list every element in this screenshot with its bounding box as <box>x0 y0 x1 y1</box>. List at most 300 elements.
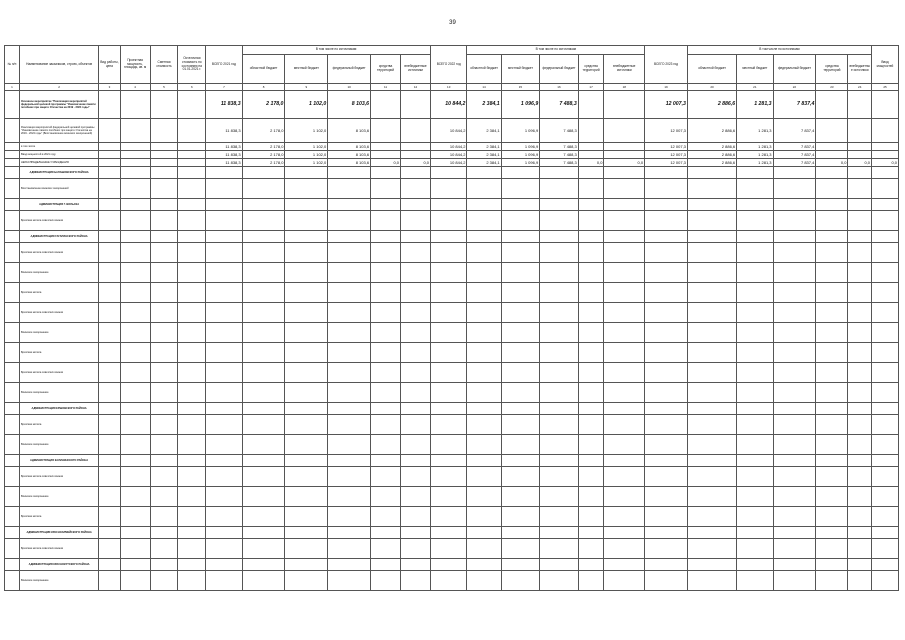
table-cell <box>5 435 20 455</box>
table-cell <box>578 435 604 455</box>
table-cell <box>99 559 120 571</box>
table-cell <box>501 323 540 343</box>
table-cell <box>285 571 328 591</box>
table-cell <box>328 167 371 179</box>
table-cell <box>872 143 899 151</box>
table-cell <box>285 559 328 571</box>
table-cell <box>872 263 899 283</box>
table-cell <box>371 383 401 403</box>
table-cell: 12 007,3 <box>645 143 688 151</box>
table-cell: 12 007,3 <box>645 91 688 119</box>
table-cell <box>328 383 371 403</box>
table-cell <box>328 571 371 591</box>
table-cell <box>501 303 540 323</box>
row-name-cell: Братская могила советских воинов <box>19 539 98 559</box>
table-cell <box>604 91 645 119</box>
table-cell <box>431 167 467 179</box>
header-row-top <box>5 46 899 55</box>
table-cell <box>242 403 285 415</box>
header-remain: Остаточная стоимость по состоянию на 01.01.2021 г. <box>178 46 206 84</box>
table-cell <box>467 383 501 403</box>
table-cell <box>501 283 540 303</box>
table-cell <box>540 303 579 323</box>
table-cell <box>371 91 401 119</box>
table-cell <box>645 539 688 559</box>
table-row <box>5 363 899 383</box>
table-cell <box>431 199 467 211</box>
table-cell <box>578 119 604 143</box>
table-cell <box>178 435 206 455</box>
table-cell <box>604 571 645 591</box>
table-cell <box>206 539 242 559</box>
table-cell: 1 281,3 <box>737 119 773 143</box>
table-cell <box>206 263 242 283</box>
table-cell <box>816 467 848 487</box>
table-cell <box>604 263 645 283</box>
table-cell <box>773 527 816 539</box>
table-cell <box>848 243 872 263</box>
table-row <box>5 303 899 323</box>
table-cell <box>687 539 736 559</box>
table-cell <box>604 323 645 343</box>
table-cell <box>120 383 150 403</box>
table-cell <box>150 343 178 363</box>
table-cell <box>371 487 401 507</box>
table-cell <box>5 179 20 199</box>
table-cell <box>285 435 328 455</box>
table-cell <box>120 363 150 383</box>
table-cell <box>604 231 645 243</box>
table-cell <box>501 455 540 467</box>
table-cell <box>150 363 178 383</box>
table-cell <box>242 243 285 263</box>
row-name-cell: Воинское захоронение <box>19 571 98 591</box>
column-number: 25 <box>872 84 899 91</box>
table-cell <box>178 243 206 263</box>
table-cell <box>401 435 431 455</box>
table-cell <box>604 507 645 527</box>
table-cell <box>578 527 604 539</box>
table-cell <box>816 559 848 571</box>
row-name-cell: АДМИНИСТРАЦИЯ ЕРШОВСКОГО РАЙОНА <box>19 403 98 415</box>
table-cell <box>206 167 242 179</box>
table-cell <box>328 559 371 571</box>
table-cell <box>773 539 816 559</box>
row-name-cell: Воинское захоронение <box>19 487 98 507</box>
table-cell <box>5 199 20 211</box>
table-cell <box>178 179 206 199</box>
table-body <box>5 84 899 591</box>
table-cell: 7 488,3 <box>540 143 579 151</box>
table-cell <box>5 343 20 363</box>
column-number: 18 <box>604 84 645 91</box>
table-cell <box>401 527 431 539</box>
table-cell <box>604 143 645 151</box>
table-cell <box>150 159 178 167</box>
column-number: 20 <box>687 84 736 91</box>
table-cell <box>501 243 540 263</box>
table-cell <box>848 435 872 455</box>
table-cell <box>371 179 401 199</box>
table-cell <box>178 151 206 159</box>
table-cell <box>872 571 899 591</box>
table-cell <box>816 527 848 539</box>
table-cell <box>540 571 579 591</box>
table-cell <box>401 143 431 151</box>
table-cell <box>178 487 206 507</box>
table-cell <box>848 403 872 415</box>
table-cell <box>206 303 242 323</box>
table-cell <box>99 211 120 231</box>
table-cell <box>501 507 540 527</box>
table-cell <box>872 199 899 211</box>
table-cell <box>120 167 150 179</box>
column-number: 7 <box>206 84 242 91</box>
table-cell <box>645 383 688 403</box>
table-cell <box>848 487 872 507</box>
table-cell <box>872 119 899 143</box>
table-cell <box>150 507 178 527</box>
row-name-cell: Братская могила <box>19 283 98 303</box>
table-cell <box>242 283 285 303</box>
row-name-cell: АДМИНИСТРАЦИЯ КРАСНОАРМЕЙСКОГО РАЙОНА <box>19 527 98 539</box>
table-cell <box>540 323 579 343</box>
table-cell <box>773 435 816 455</box>
table-cell <box>242 323 285 343</box>
table-cell <box>872 211 899 231</box>
table-cell <box>773 243 816 263</box>
table-cell <box>242 167 285 179</box>
table-cell: 8 103,6 <box>328 151 371 159</box>
row-name-cell: АДМИНИСТРАЦИЯ КРАСНОКУТСКОГО РАЙОНА <box>19 559 98 571</box>
table-cell <box>285 343 328 363</box>
row-name-cell: Братская могила <box>19 415 98 435</box>
table-cell <box>848 151 872 159</box>
table-cell <box>501 403 540 415</box>
table-cell <box>872 487 899 507</box>
table-cell <box>285 415 328 435</box>
table-cell <box>578 283 604 303</box>
table-cell <box>328 343 371 363</box>
table-cell <box>5 539 20 559</box>
table-cell <box>645 403 688 415</box>
table-cell <box>328 231 371 243</box>
table-cell <box>206 507 242 527</box>
table-cell <box>401 343 431 363</box>
table-cell: 7 488,3 <box>540 159 579 167</box>
table-cell <box>848 415 872 435</box>
table-row <box>5 231 899 243</box>
header-est-cost: Сметная стоимость <box>150 46 178 84</box>
table-cell: 2 384,1 <box>467 119 501 143</box>
table-cell <box>687 467 736 487</box>
table-cell: 1 102,0 <box>285 151 328 159</box>
table-cell <box>816 91 848 119</box>
table-cell <box>645 455 688 467</box>
table-cell <box>578 343 604 363</box>
table-cell <box>645 263 688 283</box>
table-cell <box>540 403 579 415</box>
row-name-cell: Восстановление воинских захоронений <box>19 179 98 199</box>
table-cell <box>120 263 150 283</box>
table-cell <box>816 571 848 591</box>
table-cell <box>206 199 242 211</box>
table-cell <box>178 303 206 323</box>
table-cell <box>371 403 401 415</box>
table-cell <box>604 243 645 263</box>
table-cell <box>737 211 773 231</box>
table-cell <box>5 559 20 571</box>
table-cell <box>328 487 371 507</box>
table-cell <box>540 527 579 539</box>
table-cell: 8 103,6 <box>328 91 371 119</box>
table-cell <box>150 527 178 539</box>
table-cell <box>328 435 371 455</box>
table-cell <box>540 383 579 403</box>
table-cell <box>645 199 688 211</box>
header-total-y1: ВСЕГО 2021 год <box>206 46 242 84</box>
table-cell <box>242 383 285 403</box>
table-cell <box>645 415 688 435</box>
table-cell <box>371 363 401 383</box>
table-cell <box>150 455 178 467</box>
table-cell <box>401 539 431 559</box>
table-cell: 7 837,4 <box>773 119 816 143</box>
table-cell: 0,0 <box>401 159 431 167</box>
table-cell <box>737 559 773 571</box>
table-cell <box>604 343 645 363</box>
table-cell: 0,0 <box>604 159 645 167</box>
table-cell <box>5 487 20 507</box>
table-cell <box>501 539 540 559</box>
table-cell <box>371 539 401 559</box>
table-cell <box>431 435 467 455</box>
table-cell <box>604 487 645 507</box>
table-cell <box>578 211 604 231</box>
table-cell <box>872 383 899 403</box>
table-cell <box>120 343 150 363</box>
table-cell <box>5 143 20 151</box>
table-cell <box>737 403 773 415</box>
table-cell <box>687 363 736 383</box>
table-cell: 1 281,3 <box>737 143 773 151</box>
table-cell <box>848 303 872 323</box>
table-cell <box>120 283 150 303</box>
column-number: 19 <box>645 84 688 91</box>
table-cell <box>645 211 688 231</box>
table-cell <box>578 323 604 343</box>
table-cell <box>773 343 816 363</box>
table-cell <box>150 231 178 243</box>
table-cell <box>431 467 467 487</box>
table-cell <box>120 527 150 539</box>
table-cell <box>467 263 501 283</box>
table-cell <box>178 143 206 151</box>
table-cell <box>431 363 467 383</box>
column-number: 12 <box>401 84 431 91</box>
table-cell <box>816 323 848 343</box>
table-cell: 1 102,0 <box>285 91 328 119</box>
table-cell <box>540 415 579 435</box>
table-cell <box>872 455 899 467</box>
table-cell <box>150 143 178 151</box>
table-cell <box>604 527 645 539</box>
table-cell <box>99 323 120 343</box>
table-cell <box>578 167 604 179</box>
table-cell <box>401 415 431 435</box>
table-cell <box>285 539 328 559</box>
table-cell <box>467 199 501 211</box>
table-cell <box>178 507 206 527</box>
column-number: 22 <box>773 84 816 91</box>
table-cell <box>540 343 579 363</box>
table-cell <box>687 167 736 179</box>
table-cell <box>206 363 242 383</box>
table-cell <box>872 303 899 323</box>
table-cell <box>371 167 401 179</box>
table-cell <box>540 263 579 283</box>
table-cell <box>99 415 120 435</box>
table-row <box>5 403 899 415</box>
table-cell <box>872 323 899 343</box>
table-cell <box>328 539 371 559</box>
table-row <box>5 383 899 403</box>
table-cell <box>178 467 206 487</box>
table-cell <box>242 303 285 323</box>
table-cell <box>540 455 579 467</box>
table-cell <box>578 363 604 383</box>
column-number: 8 <box>242 84 285 91</box>
table-cell <box>99 231 120 243</box>
table-cell <box>467 467 501 487</box>
table-cell <box>206 243 242 263</box>
table-cell <box>773 383 816 403</box>
table-cell <box>540 179 579 199</box>
column-number: 23 <box>816 84 848 91</box>
table-cell <box>848 263 872 283</box>
table-row <box>5 467 899 487</box>
column-number: 11 <box>371 84 401 91</box>
table-cell: 1 096,9 <box>501 143 540 151</box>
table-cell: 2 886,6 <box>687 159 736 167</box>
table-cell <box>120 199 150 211</box>
table-cell <box>328 455 371 467</box>
table-cell <box>872 415 899 435</box>
table-cell <box>816 151 848 159</box>
table-cell <box>206 467 242 487</box>
table-cell <box>687 571 736 591</box>
table-cell <box>773 363 816 383</box>
table-cell <box>5 403 20 415</box>
table-cell <box>501 383 540 403</box>
table-cell <box>604 303 645 323</box>
table-cell <box>816 507 848 527</box>
table-row <box>5 243 899 263</box>
row-name-cell: Воинское захоронение <box>19 263 98 283</box>
table-cell <box>242 211 285 231</box>
table-row <box>5 323 899 343</box>
table-cell <box>872 91 899 119</box>
table-cell <box>178 159 206 167</box>
table-cell <box>5 243 20 263</box>
table-cell <box>120 211 150 231</box>
table-cell <box>816 263 848 283</box>
table-cell <box>816 211 848 231</box>
table-cell: 7 837,4 <box>773 143 816 151</box>
table-cell <box>150 211 178 231</box>
table-cell <box>285 363 328 383</box>
table-cell: 12 007,3 <box>645 119 688 143</box>
table-cell <box>431 527 467 539</box>
table-cell <box>540 243 579 263</box>
table-row <box>5 91 899 119</box>
table-cell: 8 103,6 <box>328 119 371 143</box>
table-row <box>5 507 899 527</box>
table-cell <box>5 415 20 435</box>
table-cell <box>242 343 285 363</box>
table-cell <box>371 571 401 591</box>
header-g3-local: местный бюджет <box>737 55 773 84</box>
table-cell <box>645 303 688 323</box>
table-cell <box>99 303 120 323</box>
investment-table <box>4 45 899 591</box>
header-g2-territory: средства территорий <box>578 55 604 84</box>
table-cell <box>242 455 285 467</box>
table-cell <box>737 303 773 323</box>
table-cell <box>578 571 604 591</box>
table-cell <box>150 435 178 455</box>
table-cell <box>604 363 645 383</box>
table-cell <box>206 527 242 539</box>
table-cell <box>848 231 872 243</box>
table-cell <box>737 199 773 211</box>
row-name-cell: Воинское захоронение <box>19 383 98 403</box>
table-cell <box>328 415 371 435</box>
table-cell <box>872 467 899 487</box>
table-cell <box>285 383 328 403</box>
table-cell <box>773 487 816 507</box>
table-cell <box>848 143 872 151</box>
table-cell <box>431 303 467 323</box>
table-cell <box>328 283 371 303</box>
table-cell <box>150 283 178 303</box>
table-cell <box>467 167 501 179</box>
table-cell: 10 844,2 <box>431 143 467 151</box>
table-cell <box>206 403 242 415</box>
table-cell <box>5 159 20 167</box>
table-cell <box>150 151 178 159</box>
table-cell <box>467 323 501 343</box>
table-cell <box>120 559 150 571</box>
table-cell <box>242 363 285 383</box>
column-number: 4 <box>120 84 150 91</box>
table-cell <box>99 243 120 263</box>
table-cell: 0,0 <box>578 159 604 167</box>
table-cell: 2 886,6 <box>687 91 736 119</box>
table-cell: 7 837,4 <box>773 159 816 167</box>
table-cell <box>578 179 604 199</box>
table-cell <box>150 91 178 119</box>
table-cell <box>99 403 120 415</box>
table-cell: 1 102,0 <box>285 159 328 167</box>
table-row <box>5 343 899 363</box>
table-cell <box>578 151 604 159</box>
table-cell <box>773 571 816 591</box>
table-cell <box>645 323 688 343</box>
table-cell <box>848 455 872 467</box>
table-cell: 7 488,3 <box>540 119 579 143</box>
table-cell <box>401 383 431 403</box>
